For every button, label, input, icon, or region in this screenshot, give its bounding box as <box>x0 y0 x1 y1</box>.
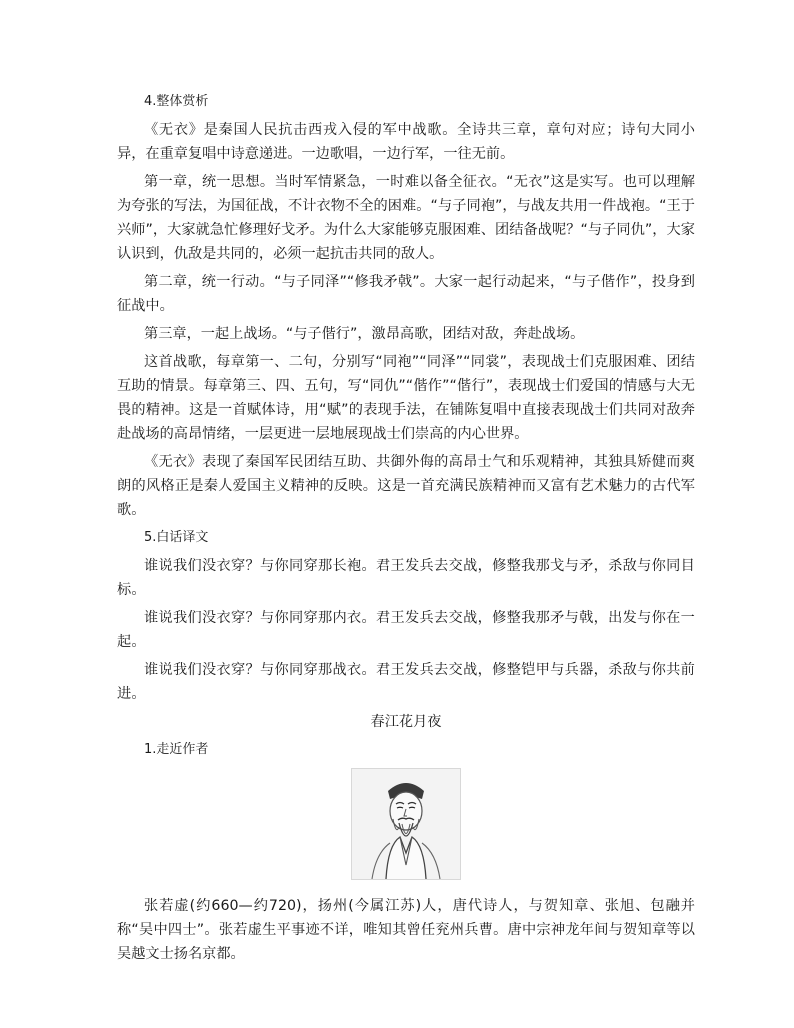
paragraph-chapter-two: 第二章，统一行动。“与子同泽”“修我矛戟”。大家一起行动起来，“与子偕作”，投身到征战中。 <box>117 274 695 314</box>
document-content <box>117 90 695 970</box>
section-heading-author: 1.走近作者 <box>144 742 209 757</box>
paragraph-overview: 《无衣》是秦国人民抗击西戎入侵的军中战歌。全诗共三章，章句对应；诗句大同小异，在重章复唱中诗意递进。一边歌唱，一边行军，一往无前。 <box>117 122 695 162</box>
translation-line: 谁说我们没衣穿？与你同穿那内衣。君王发兵去交战，修整我那矛与戟，出发与你在一起。 <box>117 610 695 650</box>
section-heading-appreciation: 4.整体赏析 <box>144 94 209 109</box>
section-heading-translation: 5.白话译文 <box>144 530 209 545</box>
ancient-poet-portrait-icon <box>351 768 461 880</box>
paragraph-conclusion: 《无衣》表现了秦国军民团结互助、共御外侮的高昂士气和乐观精神，其独具矫健而爽朗的风格正是秦人爱国主义精神的反映。这是一首充满民族精神而又富有艺术魅力的古代军歌。 <box>117 454 695 518</box>
poem-title: 春江花月夜 <box>370 714 442 730</box>
translation-line: 谁说我们没衣穿？与你同穿那长袍。君王发兵去交战，修整我那戈与矛，杀敌与你同目标。 <box>117 558 695 598</box>
paragraph-structure-analysis: 这首战歌，每章第一、二句，分别写“同袍”“同泽”“同裳”，表现战士们克服困难、团结互助的情景。每章第三、四、五句，写“同仇”“偕作”“偕行”，表现战士们爱国的情感与大无畏的精神。这是一首赋体诗，用“赋”的表现手法，在铺陈复唱中直接表现战士们共同对敌奔赴战场的高昂情绪，一层更进一层地展现战士们崇高的内心世界。 <box>117 354 695 442</box>
paragraph-chapter-one: 第一章，统一思想。当时军情紧急，一时难以备全征衣。“无衣”这是实写。也可以理解为夸张的写法，为国征战，不计衣物不全的困难。“与子同袍”，与战友共用一件战袍。“王于兴师”，大家就急忙修理好戈矛。为什么大家能够克服困难、团结备战呢？“与子同仇”，大家认识到，仇敌是共同的，必须一起抗击共同的敌人。 <box>117 174 695 262</box>
paragraph-chapter-three: 第三章，一起上战场。“与子偕行”，激昂高歌，团结对敌，奔赴战场。 <box>144 326 585 342</box>
translation-line: 谁说我们没衣穿？与你同穿那战衣。君王发兵去交战，修整铠甲与兵器，杀敌与你共前进。 <box>117 662 695 702</box>
author-biography: 张若虚(约660—约720)，扬州(今属江苏)人，唐代诗人，与贺知章、张旭、包融并称“吴中四士”。张若虚生平事迹不详，唯知其曾任兖州兵曹。唐中宗神龙年间与贺知章等以吴越文士扬名京都。 <box>117 898 695 962</box>
portrait-container <box>117 768 695 880</box>
